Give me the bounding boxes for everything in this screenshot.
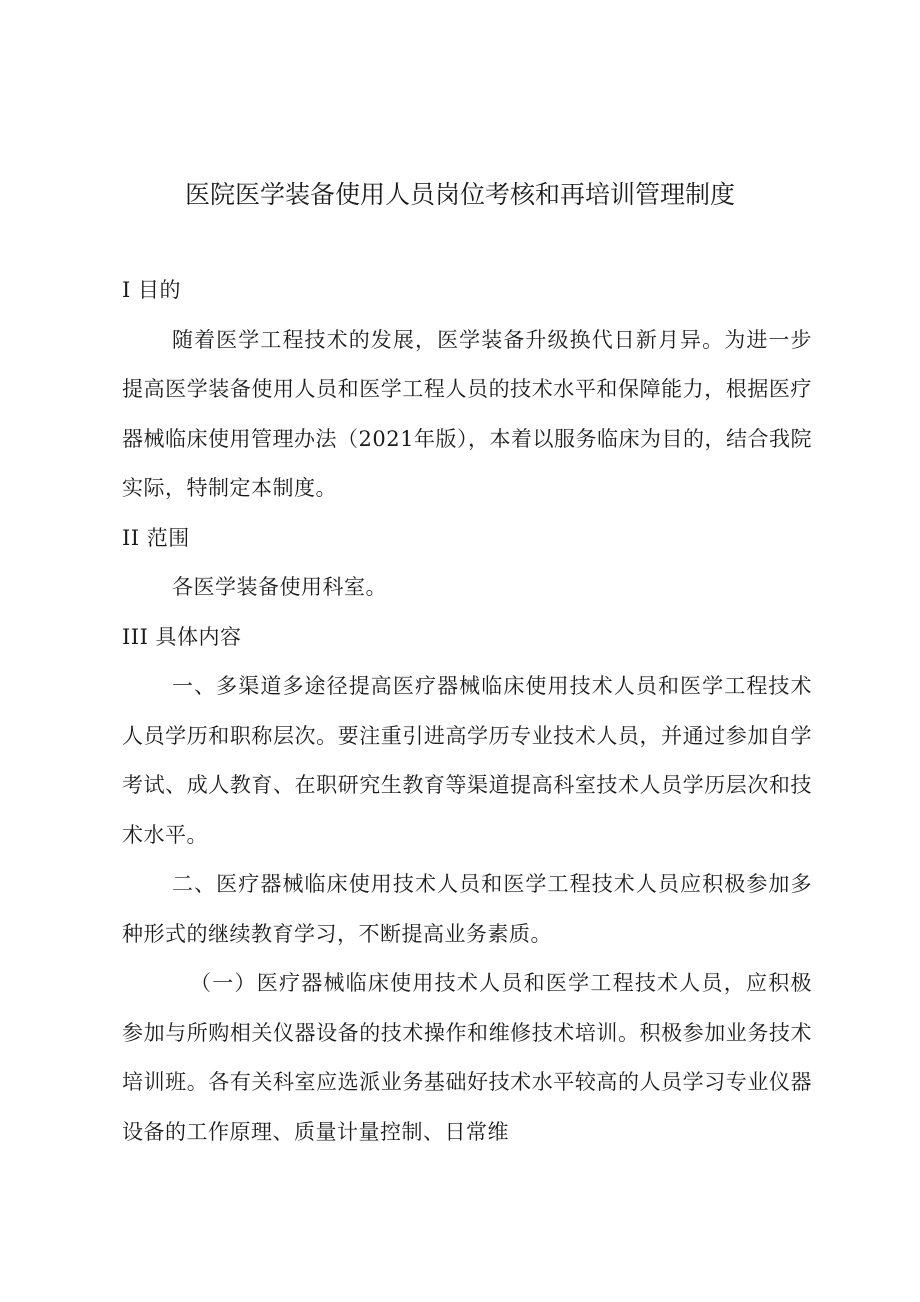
content-item-2: 二、医疗器械临床使用技术人员和医学工程技术人员应积极参加多种形式的继续教育学习，不断提高业务素质。 (122, 872, 812, 946)
purpose-paragraph: 随着医学工程技术的发展，医学装备升级换代日新月异。为进一步提高医学装备使用人员和医学工程人员的技术水平和保障能力，根据医疗器械临床使用管理办法（2021年版），本着以服务临床为目的，结合我院实际，特制定本制度。 (122, 327, 812, 500)
document-title: 医院医学装备使用人员岗位考核和再培训管理制度 (184, 180, 735, 209)
content-item-1: 一、多渠道多途径提高医疗器械临床使用技术人员和医学工程技术人员学历和职称层次。要注重引进高学历专业技术人员，并通过参加自学考试、成人教育、在职研究生教育等渠道提高科室技术人员学历层次和技术水平。 (122, 674, 812, 847)
document-body (122, 266, 812, 1157)
content-item-2-sub-1: （一）医疗器械临床使用技术人员和医学工程技术人员，应积极参加与所购相关仪器设备的技术操作和维修技术培训。积极参加业务技术培训班。各有关科室应选派业务基础好技术水平较高的人员学习专业仪器设备的工作原理、质量计量控制、日常维 (122, 971, 812, 1144)
section-heading-content: III 具体内容 (122, 624, 242, 649)
section-heading-scope: II 范围 (122, 525, 190, 550)
section-heading-purpose: I 目的 (122, 278, 181, 302)
scope-paragraph: 各医学装备使用科室。 (172, 575, 387, 599)
